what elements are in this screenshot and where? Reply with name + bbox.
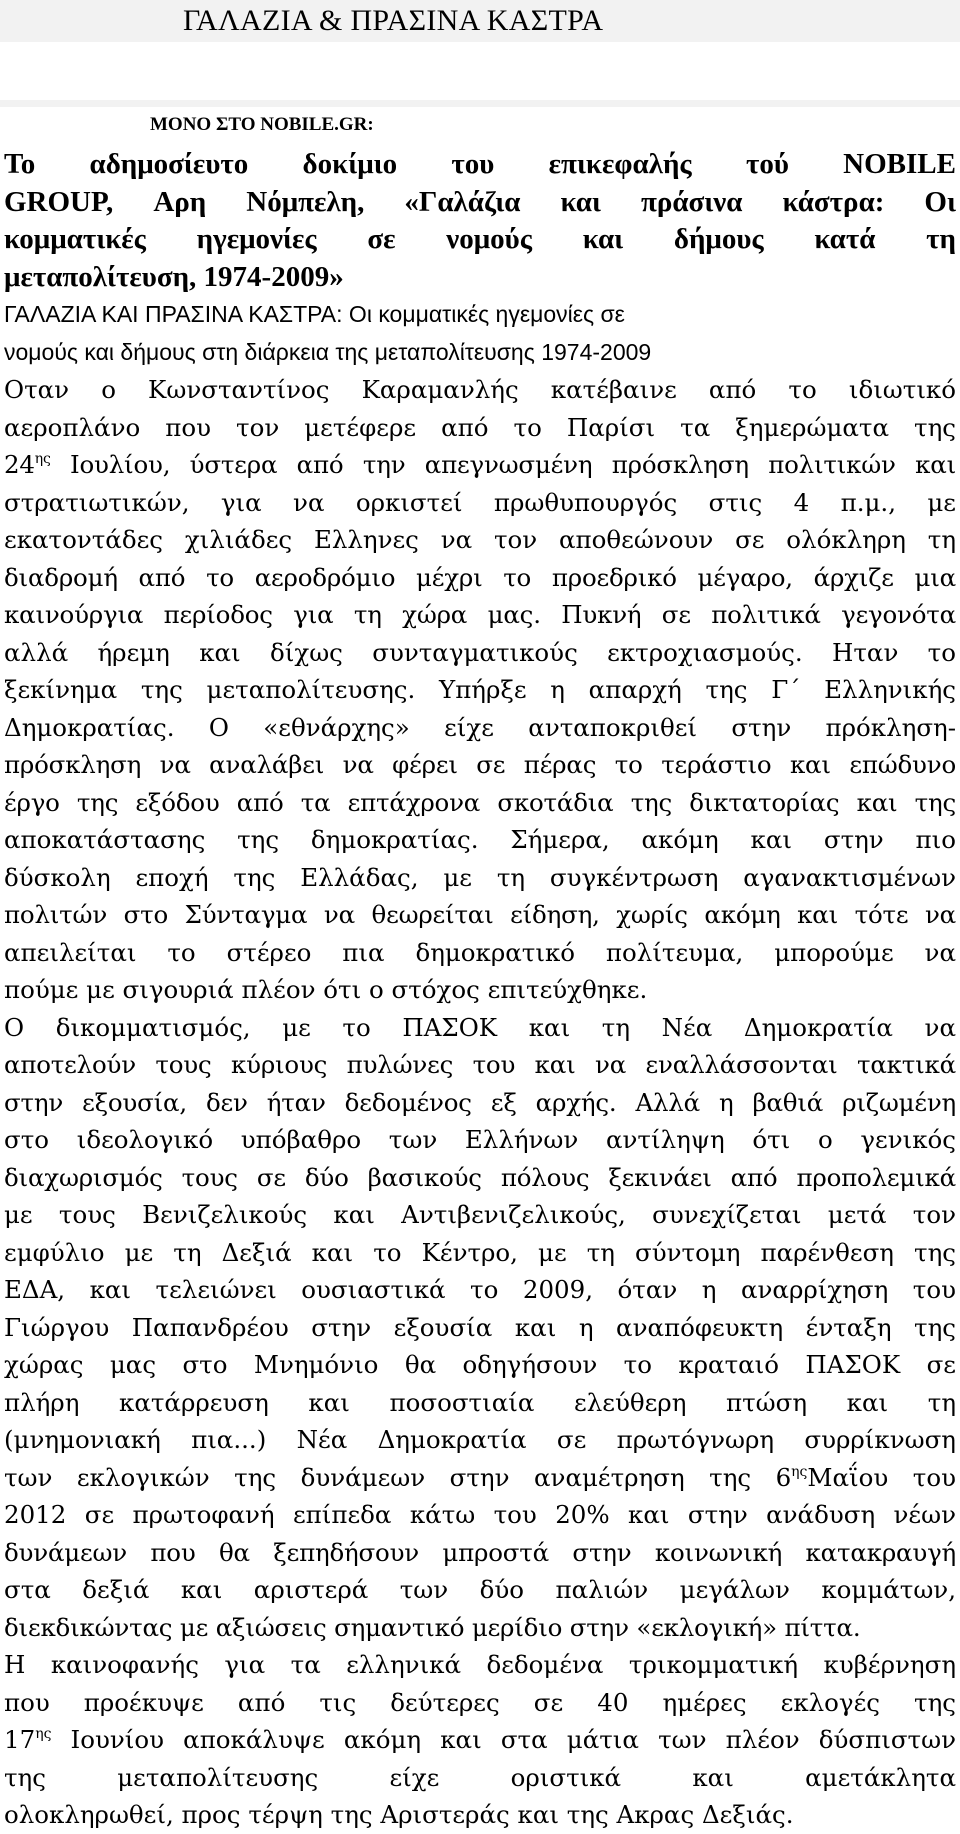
text-line: αλλά ήρεμη και δίχως συνταγματικούς εκτροχιασμούς. Ηταν το [4, 637, 956, 667]
text-line: πρόσκληση να αναλάβει να φέρει σε πέρας το τεράστιο και επώδυνο [4, 750, 956, 779]
text-line: πολιτών στο Σύνταγμα να θεωρείται είδηση, χωρίς ακόμη και τότε να [4, 900, 956, 929]
text-fragment: Ιουνίου αποκάλυψε ακόμη και στα μάτια των πλέον δύσπιστων [51, 1725, 956, 1754]
text-line: Δημοκρατίας. Ο «εθνάρχης» είχε ανταποκριθεί στην πρόκληση- [4, 712, 956, 742]
text-line: που προέκυψε από τις δεύτερες σε 40 ημέρες εκλογές της [4, 1687, 956, 1717]
text-line: κομματικές ηγεμονίες σε νομούς και δήμους κατά τη [4, 223, 956, 255]
text-line: πλήρη κατάρρευση και ποσοστιαία ελεύθερη πτώση και τη [4, 1387, 956, 1417]
text-line: Γιώργου Παπανδρέου στην εξουσία και η αναπόφευκτη ένταξη της [4, 1312, 956, 1342]
section-label: ΜΟΝΟ ΣΤΟ NOBILE.GR: [150, 114, 374, 135]
text-line: χώρας μας στο Μνημόνιο θα οδηγήσουν το κραταιό ΠΑΣΟΚ σε [4, 1350, 956, 1379]
text-line: αποτελούν τους κύριους πυλώνες του και να εναλλάσσονται τακτικά [4, 1050, 956, 1079]
text-line: Οταν ο Κωνσταντίνος Καραμανλής κατέβαινε από το ιδιωτικό [4, 375, 956, 404]
text-line: ΕΔΑ, και τελειώνει ουσιαστικά το 2009, όταν η αναρρίχηση του [4, 1275, 956, 1304]
text-line [4, 1459, 956, 1497]
text-fragment: 17 [4, 1725, 36, 1754]
text-line: ξεκίνημα της μεταπολίτευσης. Υπήρξε η απαρχή της Γ΄ Ελληνικής [4, 675, 956, 704]
text-line: ολοκληρωθεί, προς τέρψη της Αριστεράς και της Ακρας Δεξιάς. [4, 1800, 794, 1829]
article-body [4, 146, 956, 1834]
text-line: μεταπολίτευση, 1974-2009» [4, 260, 344, 293]
text-line: απειλείται το στέρεο πια δημοκρατικό πολίτευμα, μπορούμε να [4, 937, 956, 967]
text-line: ΓΑΛΑΖΙΑ ΚΑΙ ΠΡΑΣΙΝΑ ΚΑΣΤΡΑ: Οι κομματικές ηγεμονίες σε [4, 301, 625, 327]
ordinal-suffix: ης [35, 1726, 52, 1742]
page-title: ΓΑΛΑΖΙΑ & ΠΡΑΣΙΝΑ ΚΑΣΤΡΑ [183, 4, 604, 37]
text-fragment: Μαΐου του [807, 1462, 956, 1492]
text-fragment: 24 [4, 450, 35, 479]
text-line: στην εξουσία, δεν ήταν δεδομένος εξ αρχής. Αλλά η βαθιά ριζωμένη [4, 1087, 956, 1117]
text-line: δύσκολη εποχή της Ελλάδας, με τη συγκέντρωση αγανακτισμένων [4, 862, 956, 892]
text-line: Ο δικομματισμός, με το ΠΑΣΟΚ και τη Νέα Δημοκρατία να [4, 1012, 956, 1042]
text-line: διαδρομή από το αεροδρόμιο μέχρι το προεδρικό μέγαρο, άρχιζε μια [4, 562, 956, 592]
text-fragment: των εκλογικών της δυνάμεων στην αναμέτρηση της 6 [4, 1462, 792, 1492]
text-fragment: Ιουλίου, ύστερα από την απεγνωσμένη πρόσκληση πολιτικών και [50, 450, 956, 479]
text-line: εκατοντάδες χιλιάδες Ελληνες να τον αποθεώνουν σε ολόκληρη τη [4, 525, 956, 554]
divider [0, 100, 960, 107]
text-line: δυνάμεων που θα ξεπηδήσουν μπροστά στην κοινωνική κατακραυγή [4, 1537, 956, 1567]
text-line: της μεταπολίτευσης είχε οριστικά και αμετάκλητα [4, 1762, 956, 1792]
text-line [4, 446, 956, 484]
ordinal-suffix: ης [791, 1463, 808, 1480]
text-line: πούμε με σιγουριά πλέον ότι ο στόχος επιτεύχθηκε. [4, 975, 648, 1004]
text-line: στο ιδεολογικό υπόβαθρο των Ελλήνων αντίληψη ότι ο γενικός [4, 1125, 956, 1154]
text-line: αποκατάστασης της δημοκρατίας. Σήμερα, ακόμη και στην πιο [4, 825, 956, 854]
text-line: στρατιωτικών, για να ορκιστεί πρωθυπουργός στις 4 π.μ., με [4, 487, 956, 517]
text-line: GROUP, Αρη Νόμπελη, «Γαλάζια και πράσινα κάστρα: Οι [4, 185, 956, 218]
ordinal-suffix: ης [34, 451, 51, 467]
text-line: διεκδικώντας με αξιώσεις σημαντικό μερίδιο στην «εκλογική» πίττα. [4, 1612, 861, 1642]
text-line: καινούργια περίοδος για τη χώρα μας. Πυκνή σε πολιτικά γεγονότα [4, 600, 956, 629]
text-line: (μνημονιακή πια...) Νέα Δημοκρατία σε πρωτόγνωρη συρρίκνωση [4, 1425, 956, 1454]
text-line: Η καινοφανής για τα ελληνικά δεδομένα τρικομματική κυβέρνηση [4, 1650, 956, 1679]
text-line: στα δεξιά και αριστερά των δύο παλιών μεγάλων κομμάτων, [4, 1575, 956, 1604]
text-line: με τους Βενιζελικούς και Αντιβενιζελικούς, συνεχίζεται μετά τον [4, 1200, 956, 1229]
text-line: έργο της εξόδου από τα επτάχρονα σκοτάδια της δικτατορίας και της [4, 787, 956, 817]
text-line: 2012 σε πρωτοφανή επίπεδα κάτω του 20% και στην ανάδυση νέων [4, 1500, 956, 1529]
text-line: νομούς και δήμους στη διάρκεια της μεταπολίτευσης 1974-2009 [4, 338, 652, 365]
text-line [4, 1721, 956, 1759]
text-line: εμφύλιο με τη Δεξιά και το Κέντρο, με τη σύντομη παρένθεση της [4, 1237, 956, 1267]
text-line: διαχωρισμός τους σε δύο βασικούς πόλους ξεκινάει από προπολεμικά [4, 1162, 956, 1192]
text-line: αεροπλάνο που τον μετέφερε από το Παρίσι τα ξημερώματα της [4, 412, 956, 442]
text-line: Το αδημοσίευτο δοκίμιο του επικεφαλής τού NOBILE [4, 148, 956, 180]
